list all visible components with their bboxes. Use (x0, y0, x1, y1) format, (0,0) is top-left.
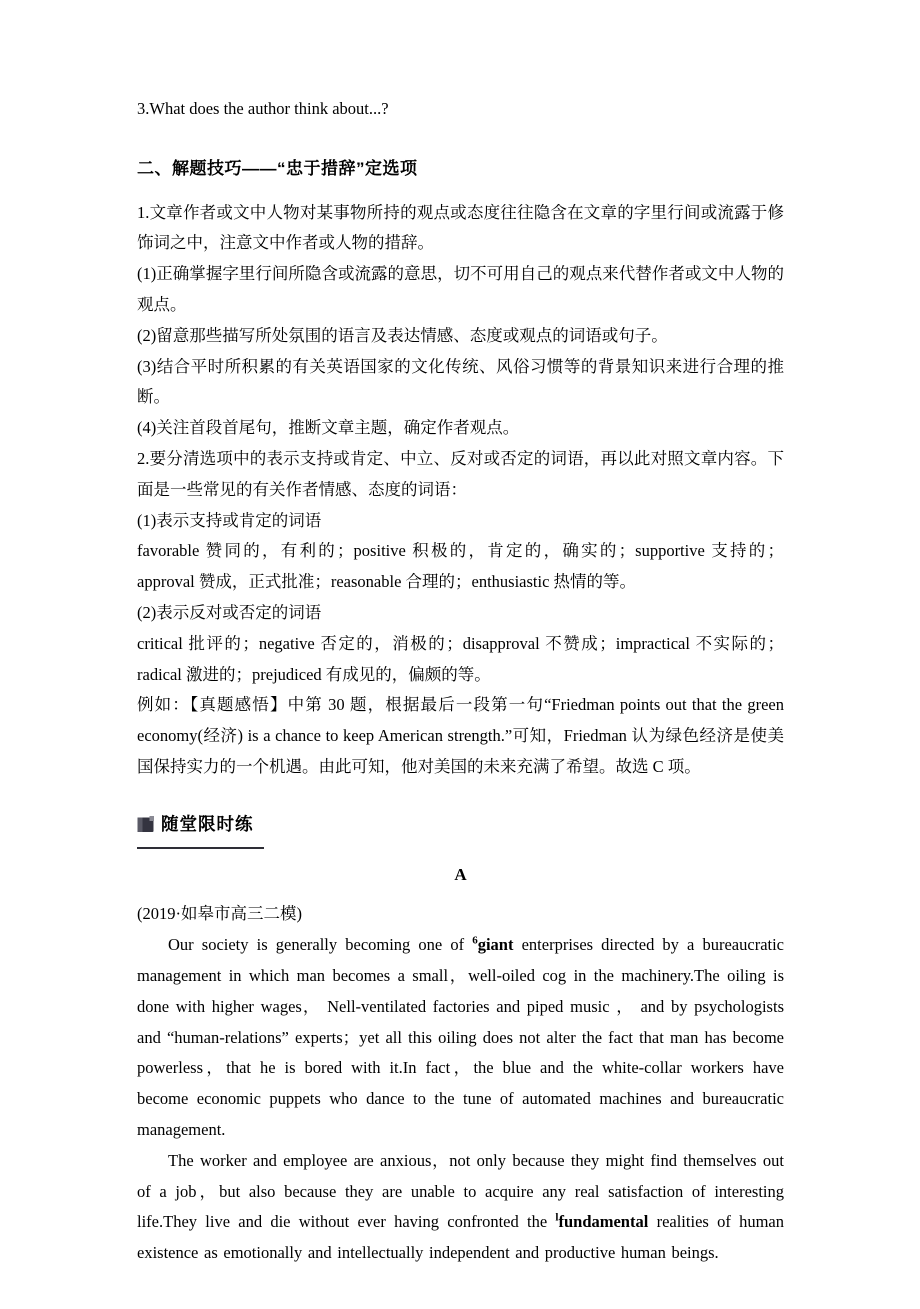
paragraph-positive-words: favorable 赞同的，有利的；positive 积极的，肯定的，确实的；supportive 支持的；approval 赞成，正式批准；reasonable 合理的；enthusiastic 热情的等。 (137, 541, 784, 592)
paragraph-point-1: 1.文章作者或文中人物对某事物所持的观点或态度往往隐含在文章的字里行间或流露于修饰词之中，注意文中作者或人物的措辞。 (137, 202, 784, 253)
text-segment: enterprises directed by a bureaucratic management in which man becomes a small，well-oiled cog in the machinery.The oiling is done with higher wages， Nell-ventilated factories and piped music ， and by psychologists and “human-relations” experts；yet all this oiling does not alter the fact that man has become powerless，that he is bored with it.In fact，the blue and the white-collar workers have become economic puppets who dance to the tune of automated machines and bureaucratic management. (137, 935, 785, 1139)
practice-section-header (137, 809, 264, 849)
english-paragraph-2 (137, 1146, 784, 1269)
text-segment: Our society is generally becoming one of (168, 935, 473, 955)
paragraph-sub-4: (4)关注首段首尾句，推断文章主题，确定作者观点。 (137, 418, 520, 438)
paragraph-example: 例如：【真题感悟】中第 30 题，根据最后一段第一句“Friedman points out that the green economy(经济) is a chance to keep American strength.”可知，Friedman 认为绿色经济是使美国保持实力的一个机遇。由此可知，他对美国的未来充满了希望。故选 C 项。 (137, 695, 784, 776)
bold-keyword-fundamental: fundamental (558, 1212, 649, 1232)
superscript-marker: 6 (472, 934, 478, 947)
bold-keyword-giant: giant (477, 935, 514, 955)
text-segment: The worker and employee are anxious，not only because they might find themselves out of a job，but also because they are unable to acquire any real satisfaction of interesting life.They live and die without ever having confronted the (137, 1150, 784, 1232)
paragraph-negative-label: (2)表示反对或否定的词语 (137, 602, 322, 622)
practice-title: 随堂限时练 (161, 813, 254, 834)
paragraph-negative-words: critical 批评的；negative 否定的，消极的；disapproval 不赞成；impractical 不实际的；radical 激进的；prejudiced 有成见的，偏颇的等。 (137, 633, 784, 684)
passage-label: A (454, 864, 467, 884)
section-heading: 二、解题技巧——“忠于措辞”定选项 (137, 158, 418, 178)
practice-section-header-row (137, 809, 784, 849)
english-paragraph-1 (137, 930, 784, 1146)
question-line: 3.What does the author think about...? (137, 99, 389, 118)
text-segment: realities of human existence as emotionally and intellectually independent and productive human beings. (137, 1212, 784, 1263)
paragraph-sub-1: (1)正确掌握字里行间所隐含或流露的意思，切不可用自己的观点来代替作者或文中人物的观点。 (137, 264, 784, 314)
paragraph-point-2: 2.要分清选项中的表示支持或肯定、中立、反对或否定的词语，再以此对照文章内容。下面是一些常见的有关作者情感、态度的词语： (137, 448, 784, 499)
superscript-marker: l (555, 1211, 559, 1224)
passage-source: (2019·如皋市高三二模) (137, 904, 302, 924)
paragraph-sub-3: (3)结合平时所积累的有关英语国家的文化传统、风俗习惯等的背景知识来进行合理的推断。 (137, 356, 784, 407)
book-icon (137, 816, 154, 833)
paragraph-sub-2: (2)留意那些描写所处氛围的语言及表达情感、态度或观点的词语或句子。 (137, 325, 668, 345)
paragraph-positive-label: (1)表示支持或肯定的词语 (137, 510, 322, 530)
